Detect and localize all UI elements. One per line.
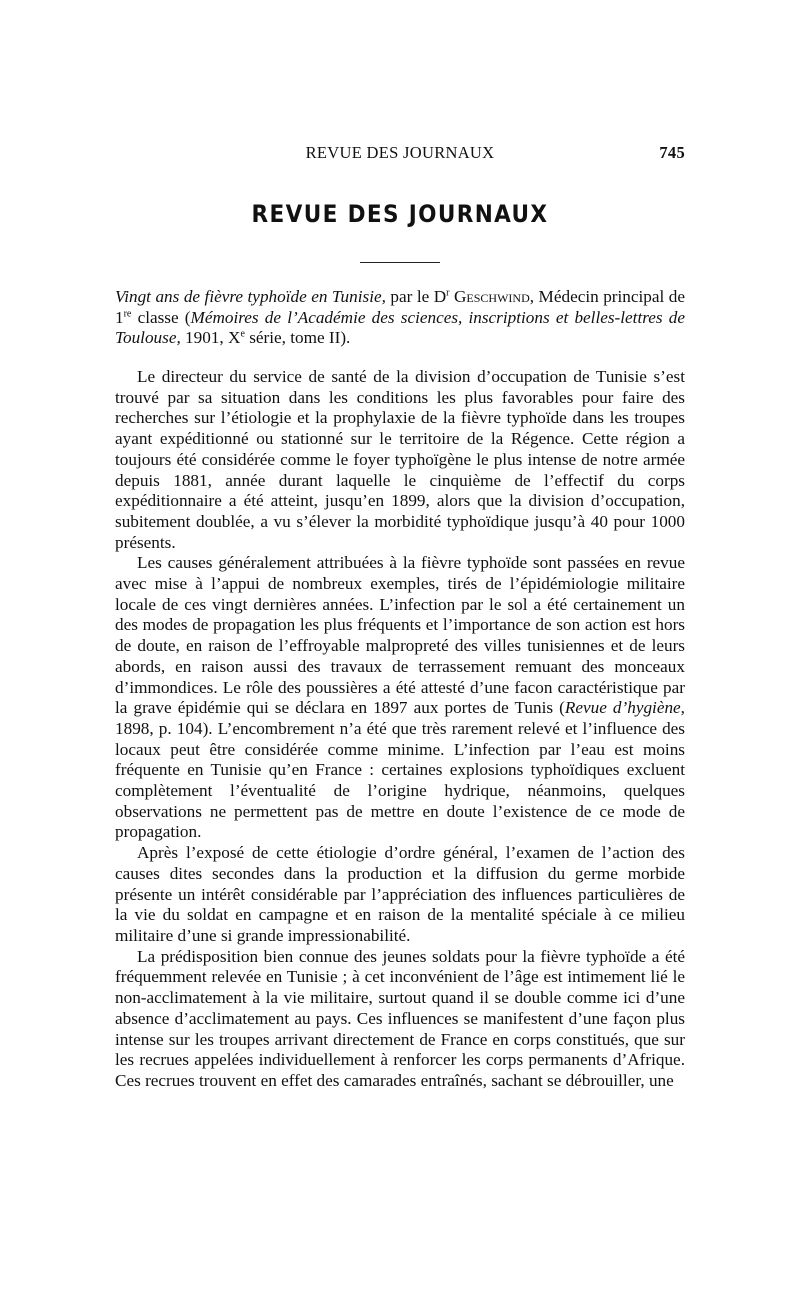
title-rule	[360, 262, 440, 263]
by-text: par le D	[385, 287, 447, 306]
publication-text: 1901, X	[180, 328, 241, 348]
paragraph-2-text-a: Les causes généralement attribuées à la fièvre typhoïde sont passées en revue avec mise à l’appui de nombreux exemples, tirés de l’épidémiologie militaire locale de ces vingt dernières années. L’infection par le sol a été certainement un des modes de propagation les plus fréquents et l’importance de son action est hors de doute, en raison de l’effroyable malpropreté des villes tunisiennes et de leurs abords, en raison aussi des travaux de terrassement remuant des monceaux d’immondices. Le rôle des poussières a été attesté d’une facon caractéristique par la grave épidémie qui se déclara en 1897 aux portes de Tunis (	[115, 553, 685, 718]
paragraph-2-text-b: 1898, p. 104). L’encombrement n’a été que très rarement relevé et l’influence des locaux peut être considérée comme minime. L’infection par l’eau est moins fréquente en Tunisie qu’en France : certaines explosions typhoïdiques excluent complètement l’éventualité de l’origine hydrique, néanmoins, quelques observations ne permettent pas de mettre en doute l’existence de ce mode de propagation.	[115, 718, 685, 842]
journal-title: Mémoires de l’Académie des sciences, inscriptions et belles-lettres de Toulouse,	[115, 307, 685, 348]
series-sup: e	[240, 328, 245, 340]
role-text: Médecin principal de 1	[115, 287, 685, 327]
article-title: REVUE DES JOURNAUX	[251, 200, 549, 228]
paragraph-1: Le directeur du service de santé de la division d’occupation de Tunisie s’est trouvé par sa situation dans les conditions les plus favorables pour faire des recherches sur l’étiologie et la prophylaxie de la fièvre typhoïde dans les troupes ayant expéditionné ou stationné sur le territoire de la Régence. Cette région a toujours été considérée comme le foyer typhoïgène le plus intense de notre armée depuis 1881, année durant laquelle le cinquième de l’effectif du corps expéditionnaire a été atteint, jusqu’en 1899, alors que la division d’occupation, subitement doublée, a vu s’élever la morbidité typhoïdique jusqu’à 40 pour 1000 présents.	[115, 367, 685, 552]
paragraph-2	[115, 553, 685, 843]
publication-tail: série, tome II).	[244, 328, 351, 348]
paragraph-3: Après l’exposé de cette étiologie d’ordre général, l’examen de l’action des causes dites secondes dans la production et la diffusion du germe morbide présente un intérêt considérable par l’appréciation des influences particulières de la vie du soldat en campagne et en raison de la mentalité spéciale à ce milieu militaire d’une si grande impressionabilité.	[115, 843, 685, 945]
article-body	[115, 367, 685, 1092]
bibliographic-citation	[115, 287, 685, 349]
running-header	[115, 143, 685, 169]
doctor-sup: r	[446, 287, 450, 299]
paragraph-4: La prédisposition bien connue des jeunes soldats pour la fièvre typhoïde a été fréquemment relevée en Tunisie ; à cet inconvénient de l’âge est intimement lié le non-acclimatement à la vie militaire, surtout quand il se double comme ici d’une absence d’acclimatement au pays. Ces influences se manifestent d’une façon plus intense sur les troupes arrivant directement de France en corps constitués, que sur les recrues appelées individuellement à renforcer les corps permanents d’Afrique. Ces recrues trouvent en effet des camarades entraînés, sachant se débrouiller, une	[115, 946, 685, 1090]
role-tail: classe (	[131, 307, 191, 327]
page-number: 745	[659, 143, 685, 162]
running-title: REVUE DES JOURNAUX	[305, 143, 495, 162]
cited-journal: Revue d’hygiène,	[564, 698, 685, 718]
class-sup: re	[123, 307, 132, 319]
work-title: Vingt ans de fièvre typhoïde en Tunisie,	[115, 287, 386, 306]
author-name: Geschwind,	[449, 287, 535, 306]
